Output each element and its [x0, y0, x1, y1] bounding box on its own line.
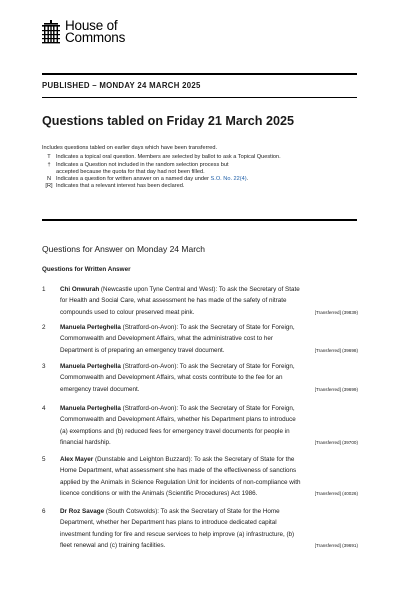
- member-name: Manuela Perteghella: [60, 363, 121, 370]
- question-text: licence conditions or with the Animals (Scientific Procedures) Act 1986.: [60, 490, 258, 498]
- question-text: (a) exemptions and (b) reduced fees for emergency travel documents for people in: [60, 427, 290, 435]
- question-text: Department, whether her Department has plans to introduce dedicated capital: [60, 519, 277, 527]
- legend-intro: Includes questions tabled on earlier days which have been transferred.: [42, 145, 218, 151]
- question-item: [42, 506, 358, 552]
- legend-item-topical: [42, 154, 362, 161]
- question-text: for Health and Social Care, what assessment he has made of the safety of nitrate: [60, 297, 287, 305]
- question-reference: [Transferred] (39699): [314, 386, 358, 392]
- legend: [42, 145, 362, 191]
- question-reference: [Transferred] (39839): [314, 309, 358, 315]
- constituency: (Stratford-on-Avon):: [120, 324, 179, 331]
- logo-text: [65, 20, 125, 44]
- question-text: financial hardship.: [60, 439, 111, 447]
- question-text: Home Department, what assessment she has made of the effectiveness of sanctions: [60, 467, 297, 475]
- legend-symbol: †: [47, 161, 51, 168]
- question-text: Commonwealth and Development Affairs, what the administrative cost to her: [60, 335, 274, 343]
- page-title: Questions tabled on Friday 21 March 2025: [42, 114, 294, 128]
- legend-text: Indicates that a relevant interest has been declared.: [56, 183, 185, 190]
- question-text: To ask the Secretary of State: [217, 286, 300, 293]
- constituency: (Stratford-on-Avon):: [120, 363, 179, 370]
- section-rule: [42, 219, 357, 221]
- legend-symbol: T: [47, 154, 51, 161]
- house-of-commons-logo: [42, 20, 125, 46]
- logo-line-1: House of: [65, 18, 118, 33]
- section-title: Questions for Answer on Monday 24 March: [42, 244, 205, 254]
- question-number: 3: [42, 363, 46, 370]
- question-reference: [Transferred] (40026): [314, 491, 358, 497]
- question-text: Commonwealth and Development Affairs, whether his Department plans to introduce: [60, 416, 296, 424]
- legend-text: Indicates a topical oral question. Members are selected by ballot to ask a Topical Question.: [56, 154, 281, 161]
- constituency: (Stratford-on-Avon):: [120, 405, 179, 412]
- legend-symbol: [R]: [45, 183, 53, 190]
- question-text: Department is of preparing an emergency travel document.: [60, 346, 225, 354]
- question-item: [42, 361, 358, 395]
- member-name: Dr Roz Savage: [60, 508, 105, 515]
- question-reference: [Transferred] (39698): [314, 347, 358, 353]
- question-reference: [Transferred] (39700): [314, 440, 358, 446]
- legend-item-named-day: [42, 176, 362, 183]
- legend-text-continued: accepted because the quota for that day had not been filled.: [56, 168, 205, 175]
- question-item: [42, 322, 358, 356]
- constituency: (Newcastle upon Tyne Central and West):: [99, 286, 218, 293]
- question-text: To ask the Secretary of State for the: [192, 456, 295, 463]
- question-item: [42, 454, 358, 500]
- logo-line-2: Commons: [65, 30, 126, 45]
- question-text: compounds used to colour preserved meat pink.: [60, 308, 195, 316]
- question-text: emergency travel document.: [60, 385, 140, 393]
- question-text: To ask the Secretary of State for Foreign,: [178, 363, 295, 370]
- standing-order-link[interactable]: S.O. No. 22(4): [210, 176, 247, 183]
- published-rule: [42, 97, 357, 98]
- member-name: Chi Onwurah: [60, 286, 100, 293]
- sub-title: Questions for Written Answer: [42, 266, 131, 273]
- legend-item-interest: [42, 183, 362, 190]
- member-name: Manuela Perteghella: [60, 405, 121, 412]
- question-text: To ask the Secretary of State for the Home: [159, 508, 280, 515]
- published-date: PUBLISHED – MONDAY 24 MARCH 2025: [42, 81, 201, 90]
- legend-symbol: N: [46, 176, 52, 183]
- legend-text: Indicates a Question not included in the random selection process but: [56, 161, 229, 168]
- question-item: [42, 284, 358, 318]
- member-name: Manuela Perteghella: [60, 324, 121, 331]
- question-text: investment funding for fire and rescue services to help improve (a) infrastructure, (b): [60, 530, 295, 538]
- question-reference: [Transferred] (39691): [314, 543, 358, 549]
- question-text: To ask the Secretary of State for Foreign,: [178, 324, 295, 331]
- legend-item-dagger: [42, 162, 362, 177]
- top-rule: [42, 73, 357, 75]
- question-item: [42, 403, 358, 449]
- question-number: 4: [42, 405, 46, 412]
- portcullis-icon: [42, 20, 60, 46]
- question-text: applied by the Animals in Science Regulation Unit for incidents of non-compliance with: [60, 478, 301, 486]
- question-number: 6: [42, 508, 46, 515]
- legend-text-end: .: [246, 176, 249, 183]
- question-text: fleet renewal and (c) training facilities.: [60, 542, 166, 550]
- question-text: Commonwealth and Development Affairs, what costs contribute to the fee for an: [60, 374, 283, 382]
- question-number: 5: [42, 456, 46, 463]
- legend-text: Indicates a question for written answer on a named day under: [56, 176, 211, 183]
- constituency: (Dunstable and Leighton Buzzard):: [93, 456, 193, 463]
- question-text: To ask the Secretary of State for Foreign,: [178, 405, 295, 412]
- constituency: (South Cotswolds):: [104, 508, 160, 515]
- question-number: 2: [42, 324, 46, 331]
- question-number: 1: [42, 286, 46, 293]
- member-name: Alex Mayer: [60, 456, 94, 463]
